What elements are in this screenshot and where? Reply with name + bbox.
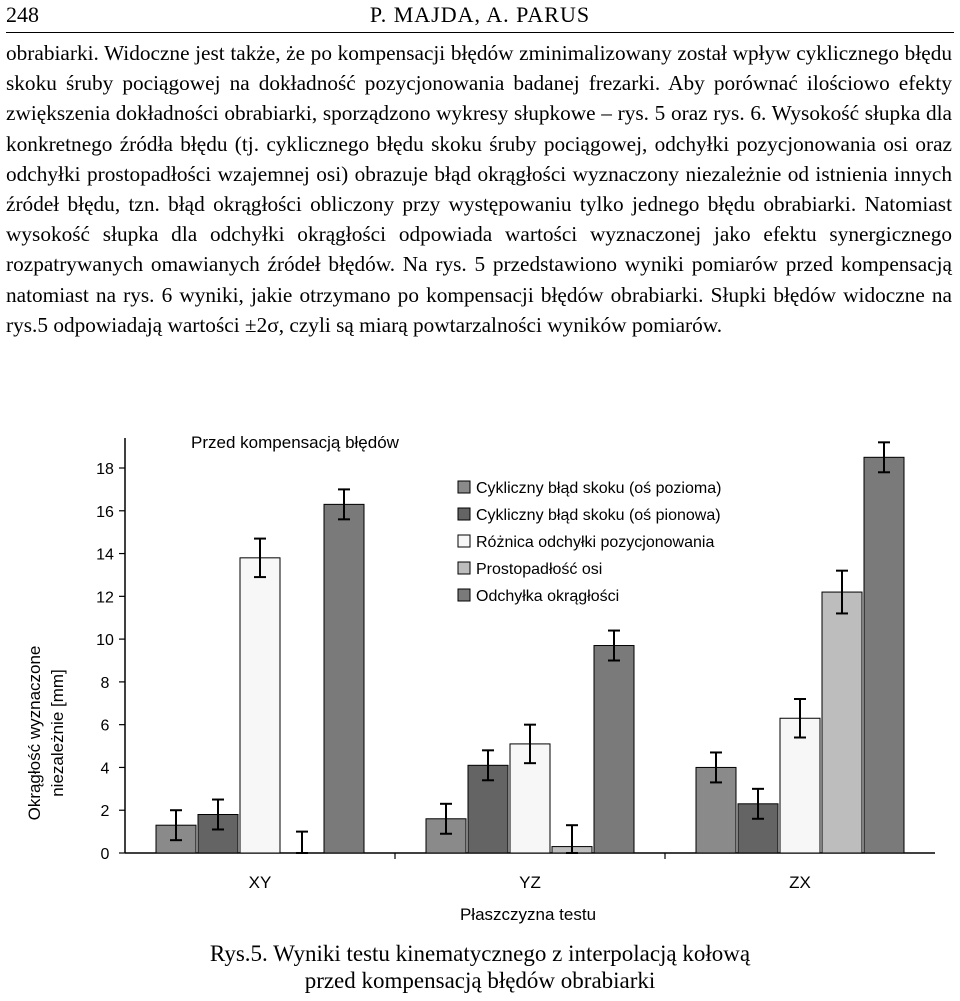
chart-title: Przed kompensacją błędów [191,433,399,452]
y-tick-label: 10 [96,632,114,650]
page-number: 248 [6,2,39,27]
bar [240,558,280,853]
figure-caption [0,940,960,994]
y-tick-label: 2 [100,803,110,821]
legend-swatch [458,481,470,493]
y-tick-label: 6 [100,717,110,735]
bar [324,504,364,853]
caption-line-1: Rys.5. Wyniki testu kinematycznego z interpolacją kołową [209,941,751,966]
y-tick-label: 18 [96,461,114,478]
legend-label: Cykliczny błąd skoku (oś pozioma) [476,480,722,497]
legend-label: Odchyłka okrągłości [476,588,620,605]
y-tick-label: 12 [96,589,114,607]
running-head: P. MAJDA, A. PARUS [369,2,591,27]
y-axis-label [25,646,67,821]
bar [864,457,904,853]
y-tick-label: 8 [100,674,110,692]
bar [594,646,634,853]
x-axis-label: Płaszczyzna testu [459,905,597,924]
body-paragraph: obrabiarki. Widoczne jest także, że po kompensacji błędów zminimalizowany został wpływ cyklicznego błędu skoku śruby pociągowej na dokładność pozycjonowania badanej frezarki. Aby porównać ilościowo efekty zwiększenia dokładności obrabiarki, sporządzono wykresy słupkowe – rys. 5 oraz rys. 6. Wysokość słupka dla konkretnego źródła błędu (tj. cyklicznego błędu skoku śruby pociągowej, odchyłki pozycjonowania osi oraz odchyłki prostopadłości wzajemnej osi) obrazuje błąd okrągłości wyznaczony niezależnie od istnienia innych źródeł błędu, tzn. błąd okrągłości obliczony przy występowaniu tylko jednego błędu obrabiarki. Natomiast wysokość słupka dla odchyłki okrągłości odpowiada wartości wyznaczonej jako efektu synergicznego rozpatrywanych omawianych źródeł błędów. Na rys. 5 przedstawiono wyniki pomiarów przed kompensacją natomiast na rys. 6 wyniki, jakie otrzymano po kompensacji błędów obrabiarki. Słupki błędów widoczne na rys.5 odpowiadają wartości ±2σ, czyli są miarą powtarzalności wyników pomiarów. [6,41,952,337]
header-rule [6,32,954,33]
legend-label: Cykliczny błąd skoku (oś pionowa) [476,507,721,524]
x-tick-label: YZ [519,873,541,892]
y-axis-label-line-1: Okrągłość wyznaczone [25,645,44,821]
page-header [0,0,960,40]
legend-swatch [458,535,470,547]
bar [822,592,862,853]
legend-swatch [458,562,470,574]
y-tick-label: 14 [96,546,114,564]
bar-chart [0,428,960,938]
legend-swatch [458,508,470,520]
x-tick-label: ZX [789,873,811,892]
y-axis-label-line-2: niezależnie [mm] [48,669,67,797]
legend [458,480,721,605]
x-tick-label: XY [248,873,272,892]
legend-label: Różnica odchyłki pozycjonowania [476,534,715,551]
y-tick-label: 16 [96,503,114,521]
legend-label: Prostopadłość osi [476,561,603,578]
y-tick-label: 4 [100,760,110,778]
caption-line-2: przed kompensacją błędów obrabiarki [304,968,656,993]
legend-swatch [458,589,470,601]
body-text [6,38,952,340]
y-tick-label: 0 [100,846,110,863]
